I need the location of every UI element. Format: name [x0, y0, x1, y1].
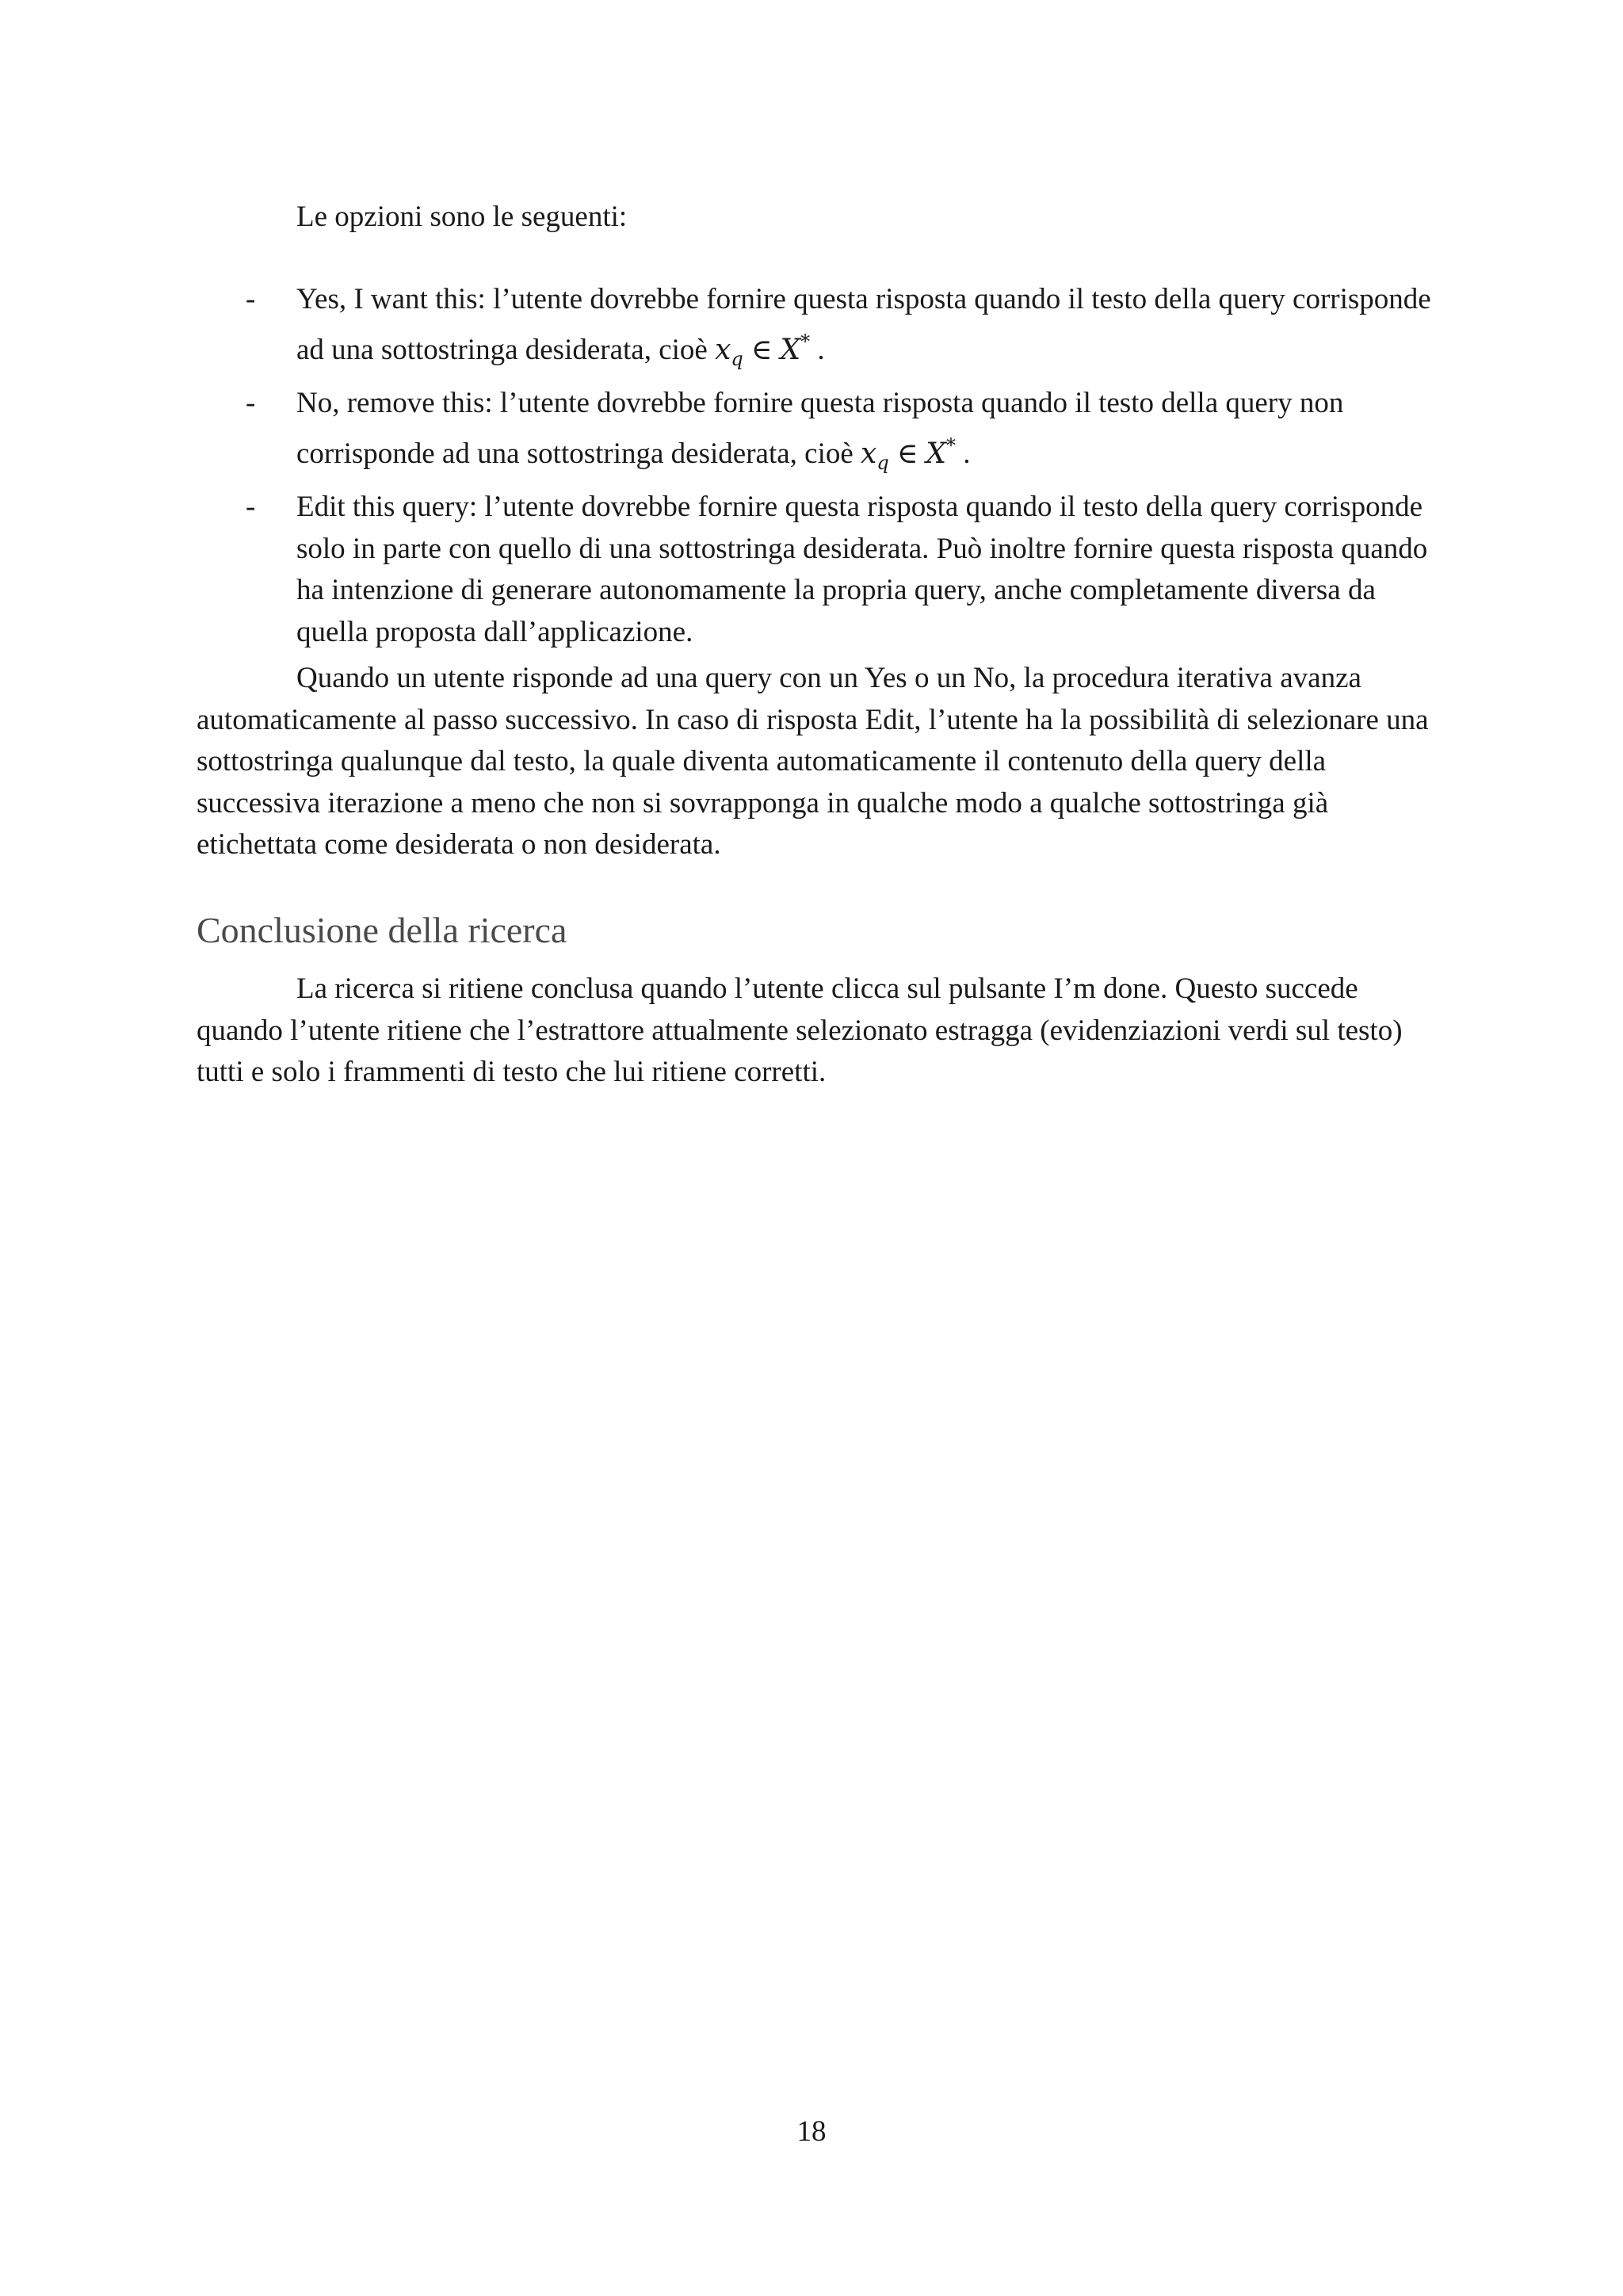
list-item-end: .	[963, 437, 971, 470]
body-paragraph: La ricerca si ritiene conclusa quando l’utente clicca sul pulsante I’m done. Questo succede quando l’utente ritiene che l’estrattore attualmente selezionato estragga (evidenziazioni verdi sul testo) tutti e solo i frammenti di testo che lui ritiene corretti.	[197, 972, 1403, 1088]
math-superscript: *	[946, 434, 956, 457]
math-superscript: *	[800, 330, 811, 353]
math-subscript: q	[731, 347, 743, 370]
options-list	[197, 279, 1433, 656]
list-item-no	[197, 383, 1433, 483]
bullet-dash: -	[246, 283, 256, 315]
math-variable: x	[861, 437, 877, 470]
math-expression	[861, 434, 956, 474]
math-subscript: q	[876, 451, 889, 474]
math-set: X	[926, 437, 946, 470]
math-set: X	[780, 333, 801, 366]
math-expression	[715, 330, 811, 370]
element-of-symbol: ∈	[750, 333, 773, 366]
page-number: 18	[796, 2115, 827, 2148]
list-item-text: Yes, I want this: l’utente dovrebbe fornire questa risposta quando il testo della query corrisponde ad una sottostringa desiderata, cioè	[296, 283, 1431, 366]
list-item-yes	[197, 279, 1433, 380]
section-heading: Conclusione della ricerca	[197, 910, 567, 950]
element-of-symbol: ∈	[896, 437, 918, 470]
bullet-dash: -	[246, 387, 256, 419]
list-item-end: .	[817, 333, 825, 366]
body-paragraph: Quando un utente risponde ad una query con un Yes o un No, la procedura iterativa avanza automaticamente al passo successivo. In caso di risposta Edit, l’utente ha la possibilità di selezionare una sottostringa qualunque dal testo, la quale diventa automaticamente il contenuto della query della successiva iterazione a meno che non si sovrapponga in qualche modo a qualche sottostringa già etichettata come desiderata o non desiderata.	[197, 662, 1429, 861]
math-variable: x	[715, 333, 731, 366]
list-item-edit	[197, 487, 1433, 653]
bullet-dash: -	[246, 491, 256, 523]
list-item-text: No, remove this: l’utente dovrebbe fornire questa risposta quando il testo della query non corrisponde ad una sottostringa desiderata, cioè	[296, 387, 1344, 470]
intro-text: Le opzioni sono le seguenti:	[296, 201, 628, 233]
list-item-text: Edit this query: l’utente dovrebbe fornire questa risposta quando il testo della query corrisponde solo in parte con quello di una sottostringa desiderata. Può inoltre fornire questa risposta quando ha intenzione di generare autonomamente la propria query, anche completamente diversa da quella proposta dall’applicazione.	[296, 491, 1428, 648]
